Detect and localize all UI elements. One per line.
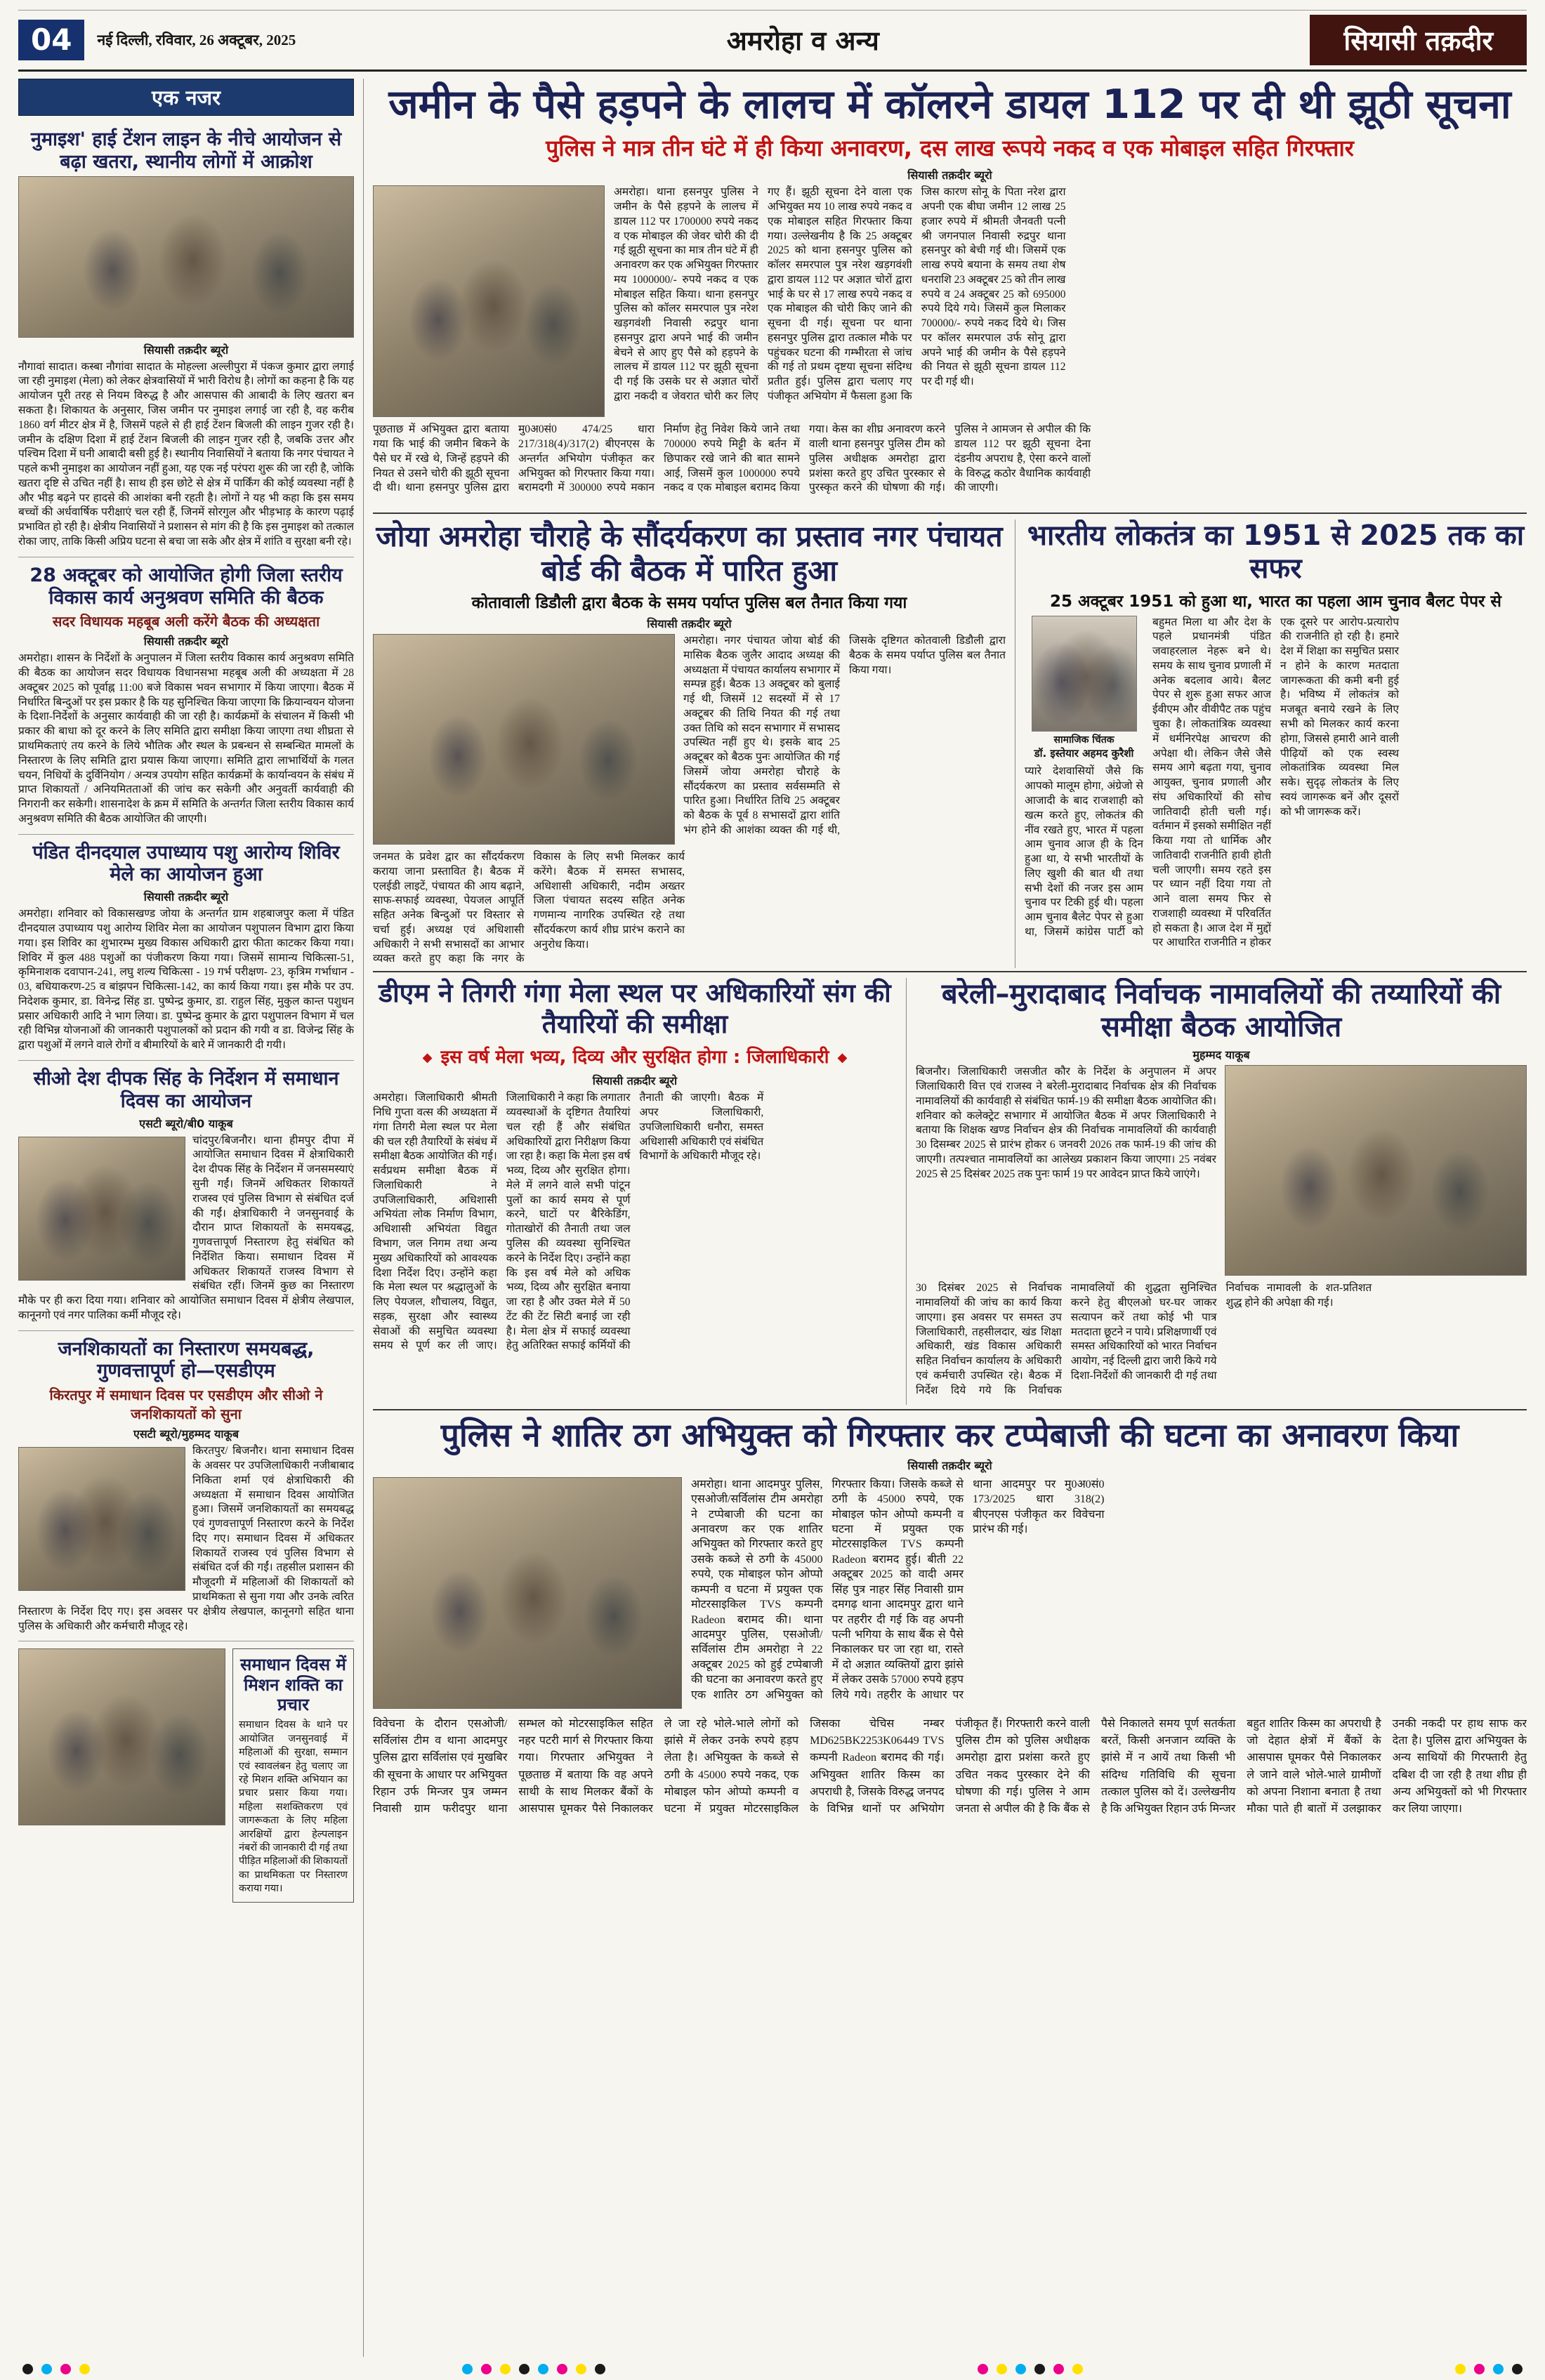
registration-dot-yellow <box>576 2364 586 2374</box>
paper-name: सियासी तक़दीर <box>1310 15 1527 65</box>
masthead <box>18 10 1527 72</box>
registration-dot-black <box>595 2364 605 2374</box>
registration-dot-magenta <box>60 2364 71 2374</box>
portrait-caption-role: सामाजिक चिंतक <box>1053 734 1115 746</box>
article-numaish-body: नौगावां सादात। कस्बा नौगांवा सादात के मोहल्ला अल्लीपुरा में पंकज कुमार द्वारा लगाई जा रही नुमाइश (मेला) को लेकर क्षेत्रवासियों में भारी विरोध है। लोगों का कहना है कि यह आयोजन पूरी तरह से नियम विरुद्ध है और आसपास की आबादी के लिए खतरा बन सकता है। शिकायत के अनुसार, जिस जमीन पर नुमाइश लगाई जा रही है, वह करीब 1860 वर्ग मीटर क्षेत्र में है, जिसमें पहले से ही हाई टेंशन बिजली की लाइन गुजर रही है। जमीन के दक्षिण दिशा में हाई टेंशन बिजली की लाइन गुजर रही है, जबकि उत्तर और पश्चिम दिशा में घनी आबादी बसी हुई है। स्थानीय निवासियों ने बताया कि नगर पंचायत ने पहले कभी नुमाइश का आयोजन नहीं हुआ, यह एक नई परंपरा शुरू की जा रही है, जोकि खतरा दृष्टि से उचित नहीं है। साथ ही इस छोटे से क्षेत्र में पार्किंग की कोई व्यवस्था नहीं है और भीड़ बढ़ने पर हादसे की आशंका बनी रहती है। लोगों ने यह भी कहा कि इस समय बच्चों की अर्धवार्षिक परीक्षाएं चल रही हैं, जिनमें सोरगुल और भीड़भाड़ के कारण पढ़ाई प्रभावित हो रही है। क्षेत्रीय निवासियों ने प्रशासन से मांग की है कि इस नुमाइश को तत्काल रोका जाए, ताकि किसी अप्रिय घटना से बचा जा सके और क्षेत्र में शांति व सुरक्षा बनी रहे। <box>18 360 354 548</box>
page-number: 04 <box>18 20 84 60</box>
lead-story-top <box>373 185 1527 417</box>
article-pashu-body: अमरोहा। शनिवार को विकासखण्ड जोया के अन्तर्गत ग्राम शहबाजपुर कला में पंडित दीनदयाल उपाध्याय पशु आरोग्य शिविर मेला का आयोजन पशुपालन विभाग द्वारा किया गया। इस शिविर का शुभारम्भ मुख्य विकास अधिकारी द्वारा फीता काटकर किया गया। शिविर में कुल 488 पशुओं का पंजीकरण किया गया। जिसमें सामान्य चिकित्सा-51, कृमिनाशक दवापान-241, लघु शल्य चिकित्सा - 19 गर्भ परीक्षण- 23, कृत्रिम गर्भाधान - 03, बधियाकरण-25 व बांझपन चिकित्सा-142, का कार्य किया गया। इस मौके पर उप. निदेशक कुमार, डा. विनेन्द्र सिंह डा. पुष्पेन्द्र कुमार, डा. राहुल सिंह, मुकुल कान्त पशुधन प्रसार अधिकारी आदि ने भाग लिया। डा. पुष्पेन्द्र कुमार के द्वारा पशुपालन विभाग में चल रही विभिन्न योजनाओं की जानकारी पशुपालकों को प्रदान की गयी व डा. विजेन्द्र सिंह के द्वारा पशुओं में लगने वाले रोगों व बीमारियों के बारे में जानकारी दी गयी। <box>18 908 354 1052</box>
middle-row-b <box>373 971 1527 1405</box>
article-mission-body: समाधान दिवस के थाने पर आयोजित जनसुनवाई में महिलाओं की सुरक्षा, सम्मान एवं स्वावलंबन हेतु चलाए जा रहे मिशन शक्ति अभियान का प्रचार प्रसार किया गया। महिला सशक्तिकरण एवं जागरूकता के लिए महिला आरक्षियों द्वारा हेल्पलाइन नंबरों की जानकारी दी गई तथा पीड़ित महिलाओं की शिकायतों का प्राथमिकता पर निस्तारण कराया गया। <box>239 1719 348 1895</box>
registration-marks <box>18 2357 1527 2374</box>
registration-dot-yellow <box>1072 2364 1083 2374</box>
article-samadhan-headline: सीओ देश दीपक सिंह के निर्देशन में समाधान दिवस का आयोजन <box>33 1067 339 1112</box>
story-joya-byline: सियासी तक़दीर ब्यूरो <box>647 617 732 630</box>
story-tigri-body: अमरोहा। जिलाधिकारी श्रीमती निधि गुप्ता वत्स की अध्यक्षता में गंगा तिगरी मेला स्थल पर मेला की चल रही तैयारियों के संबंध में समीक्षा बैठक आयोजित की गई। सर्वप्रथम समीक्षा बैठक में जिलाधिकारी ने उपजिलाधिकारी, अधिशासी अभियंता लोक निर्माण विभाग, अधिशासी अभियंता विद्युत विभाग, जल निगम तथा अन्य मुख्य अधिकारियों को आवश्यक दिशा निर्देश दिए। उन्होंने कहा कि मेला स्थल पर श्रद्धालुओं के लिए पेयजल, शौचालय, विद्युत, सड़क, सुरक्षा और स्वास्थ्य सेवाओं की समुचित व्यवस्था समय से पूर्ण कर ली जाए। जिलाधिकारी ने कहा कि लगातार व्यवस्थाओं के दृष्टिगत तैयारियां चल रही हैं और संबंधित अधिकारियों द्वारा निरीक्षण किया जा रहा है। कहा कि मेला इस वर्ष भव्य, दिव्य और सुरक्षित होगा। मेले में लगने वाले सभी पांटून पुलों का कार्य समय से पूर्ण करने, घाटों पर बैरिकेडिंग, गोताखोरों की तैनाती तथा जल पुलिस की व्यवस्था सुनिश्चित करने के निर्देश दिए। उन्होंने कहा कि इस वर्ष मेले को अधिक भव्य, दिव्य और सुरक्षित बनाया जा रहा है और उक्त मेले में 50 टेंट की टेंट सिटी बनाई जा रही है। मेला क्षेत्र में सफाई व्यवस्था हेतु अतिरिक्त सफाई कर्मियों की तैनाती की जाएगी। बैठक में अपर जिलाधिकारी, उपजिलाधिकारी धनौरा, समस्त अधिशासी अधिकारी एवं संबंधित विभागों के अधिकारी मौजूद रहे। <box>373 1092 764 1352</box>
main-area <box>373 79 1527 2357</box>
section-label-ek-nazar: एक नजर <box>18 79 354 116</box>
story-tigri-byline: सियासी तक़दीर ब्यूरो <box>592 1074 678 1088</box>
photo-kiratpur-officials <box>18 1648 225 1825</box>
photo-portrait-qureshi <box>1032 616 1137 732</box>
article-jan-headline: जनशिकायतों का निस्तारण समयबद्ध, गुणवत्तापूर्ण हो—एसडीएम <box>58 1337 315 1382</box>
story-tigri-headline: डीएम ने तिगरी गंगा मेला स्थल पर अधिकारियों संग की तैयारियों की समीक्षा <box>379 978 891 1039</box>
story-bareilly-review <box>916 978 1527 1405</box>
story-loktantra-headline: भारतीय लोकतंत्र का 1951 से 2025 तक का सफर <box>1027 520 1525 586</box>
article-vikas-subhead: सदर विधायक महबूब अली करेंगे बैठक की अध्यक्षता <box>52 613 320 630</box>
story-joya-headline: जोया अमरोहा चौराहे के सौंदर्यकरण का प्रस्ताव नगर पंचायत बोर्ड की बैठक में पारित हुआ <box>376 520 1003 588</box>
article-numaish-headline: नुमाइश' हाई टेंशन लाइन के नीचे आयोजन से बढ़ा खतरा, स्थानीय लोगों में आक्रोश <box>30 128 342 173</box>
story-loktantra <box>1025 520 1527 968</box>
article-pashu-shivir <box>18 835 354 1061</box>
registration-dot-magenta <box>481 2364 492 2374</box>
lead-story <box>373 79 1527 510</box>
article-vikas-byline: सियासी तक़दीर ब्यूरो <box>143 635 229 649</box>
article-pashu-headline: पंडित दीनदयाल उपाध्याय पशु आरोग्य शिविर मेले का आयोजन हुआ <box>32 841 340 886</box>
registration-dot-yellow <box>500 2364 511 2374</box>
registration-mark-group <box>462 2364 605 2374</box>
lead-story-byline: सियासी तक़दीर ब्यूरो <box>907 168 992 183</box>
story-bareilly-body-2: 30 दिसंबर 2025 से निर्वाचक नामावलियों की जांच का कार्य किया जाएगा। इस अवसर पर समस्त उप जिलाधिकारी, तहसीलदार, खंड शिक्षा अधिकारी, खंड विकास अधिकारी सहित निर्वाचन कार्यालय के अधिकारी एवं कर्मचारी उपस्थित रहे। बैठक में निर्देश दिये गये कि निर्वाचक नामावलियों की शुद्धता सुनिश्चित करने हेतु बीएलओ घर-घर जाकर सत्यापन करें तथा कोई भी पात्र मतदाता छूटने न पाये। प्रशिक्षणार्थी एवं समस्त अधिकारियों को भारत निर्वाचन आयोग, नई दिल्ली द्वारा जारी किये गये दिशा-निर्देशों की जानकारी दी गई तथा निर्वाचक नामावली के शत-प्रतिशत शुद्ध होने की अपेक्षा की गई। <box>916 1282 1372 1396</box>
article-vikas-body: अमरोहा। शासन के निर्देशों के अनुपालन में जिला स्तरीय विकास कार्य अनुश्रवण समिति की बैठक का आयोजन सदर विधायक विधानसभा महबूब अली की अध्यक्षता में 28 अक्टूबर 2025 को पूर्वाह्न 11:00 बजे विकास भवन सभागार में किया जाएगा। बैठक में निर्धारित बिन्दुओं पर इस प्रकार है कि यह सुनिश्चित किया जाएगा कि क्रियान्वयन योजना के दिशा-निर्देशों के अनुसार कार्यवाही की जा रही है। कार्यक्रमों के संचालन में किसी भी प्रकार की बाधा को दूर करने के लिए समिति द्वारा समीक्षा किया जाएगा तथा शीघ्रता से प्राथमिकताएं तय करने के लिये भौतिक और स्थल के प्रबन्धन से सम्बन्धित मामलों के निस्तारण के लिए समिति द्वारा प्रयास किया जाएगा। समिति द्वारा लाभार्थियों के गलत चयन, निधियों के दुर्विनियोग / अन्यत्र उपयोग सहित कार्यक्रमों के कार्यान्वयन के संबंध में प्राप्त शिकायतों / अनियमितताओं की जांच कर सकेगी और अनुवर्ती कार्यवाही की निगरानी कर सकेगी। शासनादेश के क्रम में समिति के अन्तर्गत जिला स्तरीय विकास कार्य अनुश्रवण समिति की बैठक आयोजित की जाएगी। <box>18 652 354 825</box>
photo-numaish-meeting <box>18 176 354 338</box>
registration-dot-black <box>1034 2364 1045 2374</box>
registration-dot-yellow <box>997 2364 1007 2374</box>
story-loktantra-subhead: 25 अक्टूबर 1951 को हुआ था, भारत का पहला आम चुनाव बैलट पेपर से <box>1050 592 1501 611</box>
registration-dot-magenta <box>557 2364 567 2374</box>
portrait-figure <box>1025 616 1143 761</box>
lead-story-subhead: पुलिस ने मात्र तीन घंटे में ही किया अनावरण, दस लाख रूपये नकद व एक मोबाइल सहित गिरफ्तार <box>546 135 1354 162</box>
registration-dot-yellow <box>79 2364 90 2374</box>
story-joya-board <box>373 520 1015 968</box>
story-joya-body-2: जनमत के प्रवेश द्वार का सौंदर्यकरण कराया जाना प्रस्तावित है। बैठक में एलईडी लाइटें, पंचायत की आय बढ़ाने, साफ-सफाई व्यवस्था, पेयजल आपूर्ति सहित अनेक बिन्दुओं पर विस्तार से चर्चा हुई। अध्यक्ष एवं अधिशासी अधिकारी ने सभी सभासदों का आभार व्यक्त करते हुए कहा कि नगर के विकास के लिए सभी मिलकर कार्य करेंगे। बैठक में समस्त सभासद, अधिशासी अधिकारी, नदीम अख्तर जिला पंचायत सदस्य सहित अनेक गणमान्य नागरिक उपस्थित रहे तथा सौंदर्यकरण कार्य शीघ्र प्रारंभ कराने का अनुरोध किया। <box>373 851 685 965</box>
section-title: अमरोहा व अन्य <box>726 25 879 56</box>
registration-dot-black <box>1512 2364 1523 2374</box>
article-jan-subhead: किरतपुर में समाधान दिवस पर एसडीएम और सीओ ने जनशिकायतों को सुना <box>49 1387 323 1423</box>
article-samadhan-byline: एसटी ब्यूरो/बी0 याकूब <box>139 1116 233 1130</box>
middle-row-a <box>373 513 1527 968</box>
registration-mark-group <box>978 2364 1083 2374</box>
registration-dot-cyan <box>538 2364 548 2374</box>
story-thug-headline: पुलिस ने शातिर ठग अभियुक्त को गिरफ्तार कर टप्पेबाजी की घटना का अनावरण किया <box>440 1416 1459 1455</box>
registration-dot-black <box>22 2364 33 2374</box>
article-jan-byline: एसटी ब्यूरो/मुहम्मद याकूब <box>133 1427 239 1441</box>
story-thug-top <box>373 1477 1527 1709</box>
registration-dot-yellow <box>1455 2364 1466 2374</box>
story-loktantra-body: प्यारे देशवासियों जैसे कि आपको मालूम होगा, अंग्रेजो से आजादी के बाद राजशाही को खत्म करते हुए, लोकतंत्र की नींव रखते हुए, भारत में पहला आम चुनाव आज ही के दिन हुआ था, ये सभी भारतीयों के लिए खुशी की बात थी तथा सभी देशों की नजर इस आम चुनाव पर टिकी हुई थी। पहला आम चुनाव बैलेट पेपर से हुआ था, जिसमें कांग्रेस पार्टी को बहुमत मिला था और देश के पहले प्रधानमंत्री पंडित जवाहरलाल नेहरू बने थे। समय के साथ चुनाव प्रणाली में अनेक बदलाव आये। बैलट पेपर से शुरू हुआ सफर आज ईवीएम और वीवीपैट तक पहुंच चुका है। लोकतांत्रिक व्यवस्था में धर्मनिरपेक्ष आचरण की अपेक्षा थी। लेकिन जैसे जैसे समय आगे बढ़ता गया, चुनाव आयुक्त, चुनाव प्रणाली और संघ अधिकारियों की सोच जातिवादी होती चली गई। वर्तमान में इसको समीक्षित नहीं किया गया तो धार्मिक और जातिवादी राजनीति हावी होती चली जाएगी। समय रहते इस पर ध्यान नहीं दिया गया तो आने वाला समय फिर से राजशाही व्यवस्था में परिवर्तित हो सकता है। आज देश में मुद्दों पर आधारित राजनीति न होकर एक दूसरे पर आरोप-प्रत्यारोप की राजनीति हो रही है। हमारे देश में शिक्षा का समुचित प्रसार न होने के कारण मतदाता जागरूकता की कमी बनी हुई है। भविष्य में लोकतंत्र को मजबूत बनाये रखने के लिए सभी को मिलकर कार्य करना होगा, जिससे हमारी आने वाली पीढ़ियों को एक स्वस्थ लोकतांत्रिक व्यवस्था मिल सके। सुदृढ़ लोकतंत्र के लिए स्वयं जागरूक बनें और दूसरों को भी जागरूक करें। <box>1025 616 1399 949</box>
article-jan-body: किरतपुर/ बिजनौर। थाना समाधान दिवस के अवसर पर उपजिलाधिकारी नजीबाबाद निकिता शर्मा एवं क्षेत्राधिकारी की अध्यक्षता में समाधान दिवस आयोजित हुआ। जिसमें जनशिकायतों का समयबद्ध एवं गुणवत्तापूर्ण निस्तारण करने के निर्देश दिए गए। समाधान दिवस में अधिकतर शिकायतें राजस्व एवं पुलिस विभाग से संबंधित दर्ज की गईं। तहसील प्रशासन की मौजूदगी में महिलाओं की शिकायतों को प्राथमिकता से सुना गया और उनके त्वरित निस्तारण के निर्देश दिए गए। इस अवसर पर क्षेत्रीय लेखपाल, कानूनगो सहित थाना पुलिस के अधिकारी और कर्मचारी मौजूद रहे। <box>18 1445 354 1632</box>
story-thug-body-2: विवेचना के दौरान एसओजी/सर्विलांस टीम व थाना आदमपुर पुलिस द्वारा सर्विलांस एवं मुखबिर की सूचना के आधार पर अभियुक्त रिहान उर्फ मिन्जर पुत्र जम्मन निवासी ग्राम फरीदपुर थाना सम्भल को मोटरसाइकिल सहित नहर पटरी मार्ग से गिरफ्तार किया गया। गिरफ्तार अभियुक्त ने पूछताछ में बताया कि वह अपने साथी के साथ मिलकर बैंकों के आसपास घूमकर पैसे निकालकर ले जा रहे भोले-भाले लोगों को झांसे में लेकर उनके रुपये हड़प लेता है। अभियुक्त के कब्जे से ठगी के 45000 रुपये नकद, एक मोबाइल फोन ओप्पो कम्पनी व घटना में प्रयुक्त मोटरसाइकिल जिसका चेचिस नम्बर MD625BK2253K06449 TVS कम्पनी Radeon बरामद की गई। अभियुक्त शातिर किस्म का अपराधी है, जिसके विरुद्ध जनपद के विभिन्न थानों पर अभियोग पंजीकृत हैं। गिरफ्तारी करने वाली पुलिस टीम को पुलिस अधीक्षक अमरोहा द्वारा प्रशंसा करते हुए उचित नकद पुरस्कार देने की घोषणा की गई। पुलिस ने आम जनता से अपील की है कि बैंक से पैसे निकालते समय पूर्ण सतर्कता बरतें, किसी अनजान व्यक्ति के झांसे में न आयें तथा किसी भी संदिग्ध गतिविधि की सूचना तत्काल पुलिस को दें। उल्लेखनीय है कि अभियुक्त रिहान उर्फ मिन्जर बहुत शातिर किस्म का अपराधी है जो देहात क्षेत्रों में बैंकों के आसपास घूमकर पैसे निकालकर ले जाने वाले भोले-भाले ग्रामीणों को अपना निशाना बनाता है तथा मौका पाते ही बातों में उलझाकर उनकी नकदी पर हाथ साफ कर देता है। पुलिस द्वारा अभियुक्त के अन्य साथियों की गिरफ्तारी हेतु दबिश दी जा रही है तथा शीघ्र ही अन्य अभियुक्तों को भी गिरफ्तार कर लिया जाएगा। <box>373 1717 1527 1816</box>
article-samadhan-body: चांदपुर/बिजनौर। थाना हीमपुर दीपा में आयोजित समाधान दिवस में क्षेत्राधिकारी देश दीपक सिंह के निर्देशन में जनसमस्याएं सुनी गईं। जिनमें अधिकतर शिकायतें राजस्व एवं पुलिस विभाग से संबंधित दर्ज की गईं। क्षेत्राधिकारी ने जनसुनवाई के दौरान प्राप्त शिकायतों के समयबद्ध, गुणवत्तापूर्ण निस्तारण हेतु संबंधित को निर्देशित किया। समाधान दिवस में अधिकतर शिकायतें राजस्व विभाग से संबंधित रहीं। जिनमें कुछ का निस्तारण मौके पर ही करा दिया गया। शनिवार को आयोजित समाधान दिवस में क्षेत्रीय लेखपाल, कानूनगो एवं नगर पालिका कर्मी मौजूद रहे। <box>18 1134 354 1321</box>
registration-dot-cyan <box>41 2364 52 2374</box>
page-body <box>18 79 1527 2357</box>
photo-kiratpur-samadhan <box>18 1447 185 1591</box>
story-thug-arrest <box>373 1409 1527 2357</box>
registration-mark-group <box>1455 2364 1523 2374</box>
photo-police-accused <box>373 1477 682 1709</box>
left-bottom-row <box>18 1641 354 1902</box>
story-bareilly-headline: बरेली–मुरादाबाद निर्वाचक नामावलियों की तय्यारियों की समीक्षा बैठक आयोजित <box>941 978 1501 1044</box>
lead-story-body-1: अमरोहा। थाना हसनपुर पुलिस ने जमीन के पैसे हड़पने के लालच में डायल 112 पर 1700000 रुपये नकद व एक मोबाइल की जेवर चोरी की दी गई झूठी सूचना का मात्र तीन घंटे में ही अनावरण कर एक अभियुक्त गिरफ्तार मय 1000000/- रुपये नकद व एक मोबाइल सहित किया। थाना हसनपुर पुलिस को कॉलर समरपाल पुत्र नरेश खड़गवंशी निवासी रुद्रपुर थाना हसनपुर द्वारा अपने भाई की जमीन बेचने से आए हुए पैसे को हड़पने के लालच में डायल 112 पर झूठी सूचना दी गई कि उसके घर से अज्ञात चोरों द्वारा नकदी व जेवरात चोरी कर लिए गए हैं। झूठी सूचना देने वाला एक अभियुक्त मय 10 लाख रुपये नकद व एक मोबाइल सहित गिरफ्तार किया गया। उल्लेखनीय है कि 25 अक्टूबर 2025 को थाना हसनपुर पुलिस को कॉलर समरपाल पुत्र नरेश खड़गवंशी द्वारा डायल 112 पर अज्ञात चोरों द्वारा भाई के घर से 17 लाख रुपये नकद व एक मोबाइल की चोरी किए जाने की सूचना दी गई। सूचना पर थाना हसनपुर पुलिस द्वारा तत्काल मौके पर पहुंचकर घटना की गम्भीरता से जांच की गई तो प्रथम दृष्टया सूचना संदिग्ध प्रतीत हुई। पुलिस द्वारा चलाए गए पंजीकृत अभियोग में फैसला हुआ कि जिस कारण सोनू के पिता नरेश द्वारा अपनी एक बीघा जमीन 12 लाख 25 हजार रुपये में श्रीमती जैनवती पत्नी श्री जगनपाल निवासी रुद्रपुर थाना हसनपुर को बेची गई थी। जिसमें एक लाख रुपये बयाना के समय तथा शेष धनराशि 23 अक्टूबर 25 को तीन लाख रुपये व 24 अक्टूबर 25 को 695000 रुपये दिये गये। जिसमें कुल मिलाकर 700000/- रुपये नकद दिये थे। जिस पर कॉलर समरपाल उर्फ सोनू द्वारा अपने भाई की जमीन के पैसे हड़पने की नियत से झूठी सूचना डायल 112 पर दी गई थी। <box>614 186 1066 402</box>
article-vikas-headline: 28 अक्टूबर को आयोजित होगी जिला स्तरीय विकास कार्य अनुश्रवण समिति की बैठक <box>29 564 343 609</box>
registration-dot-magenta <box>978 2364 988 2374</box>
photo-panchayat-meeting <box>373 634 675 845</box>
photo-samadhan-diwas <box>18 1137 185 1281</box>
article-mission-shakti <box>232 1648 354 1902</box>
story-joya-subhead: कोतावाली डिडौली द्वारा बैठक के समय पर्याप्त पुलिस बल तैनात किया गया <box>471 594 907 612</box>
story-loktantra-body-wrap <box>1025 616 1527 951</box>
story-thug-body-1: अमरोहा। थाना आदमपुर पुलिस, एसओजी/सर्विलांस टीम अमरोहा ने टप्पेबाजी की घटना का अनावरण कर एक शातिर अभियुक्त को गिरफ्तार करते हुए उसके कब्जे से ठगी के 45000 रुपये, एक मोबाइल फोन ओप्पो कम्पनी व घटना में प्रयुक्त एक मोटरसाइकिल TVS कम्पनी Radeon बरामद की। थाना आदमपुर पुलिस, एसओजी/सर्विलांस टीम अमरोहा ने 22 अक्टूबर 2025 को हुई टप्पेबाजी की घटना का अनावरण करते हुए एक शातिर ठग अभियुक्त को गिरफ्तार किया। जिसके कब्जे से ठगी के 45000 रुपये, एक मोबाइल फोन ओप्पो कम्पनी व घटना में प्रयुक्त एक मोटरसाइकिल TVS कम्पनी Radeon बरामद हुई। बीती 22 अक्टूबर 2025 को वादी अमर सिंह पुत्र नाहर सिंह निवासी ग्राम दमगढ़ थाना आदमपुर द्वारा थाने पर तहरीर दी गई कि वह अपनी पत्नी भगिया के साथ बैंक से पैसे निकालकर घर जा रहा था, रास्ते में दो अज्ञात व्यक्तियों द्वारा झांसे में लेकर उसके 57000 रुपये हड़प लिये गये। तहरीर के आधार पर थाना आदमपुर पर मु0अ0सं0 173/2025 धारा 318(2) बीएनएस पंजीकृत कर विवेचना प्रारंभ की गई। <box>691 1478 1105 1701</box>
portrait-caption-name: डॉ. इस्तेयार अहमद कुरैशी <box>1034 747 1134 760</box>
article-vikas-baithak <box>18 557 354 835</box>
article-pashu-byline: सियासी तक़दीर ब्यूरो <box>143 890 229 904</box>
photo-police-recovery <box>373 185 605 417</box>
left-column <box>18 79 364 2357</box>
lead-story-headline: जमीन के पैसे हड़पने के लालच में कॉलरने डायल 112 पर दी थी झूठी सूचना <box>388 81 1511 128</box>
lead-story-body-2: पूछताछ में अभियुक्त द्वारा बताया गया कि भाई की जमीन बिकने के पैसे घर में रखे थे, जिन्हें हड़पने की नियत से उसने चोरी की झूठी सूचना दी थी। थाना हसनपुर पुलिस द्वारा मु0अ0सं0 474/25 धारा 217/318(4)/317(2) बीएनएस के अन्तर्गत अभियोग पंजीकृत कर अभियुक्त को गिरफ्तार किया गया। बरामदगी में 300000 रुपये मकान निर्माण हेतु निवेश किये जाने तथा 700000 रुपये मिट्टी के बर्तन में छिपाकर रखे जाने की बात सामने आई, जिसमें कुल 1000000 रुपये नकद व एक मोबाइल बरामद किया गया। केस का शीघ्र अनावरण करने वाली थाना हसनपुर पुलिस टीम को पुलिस अधीक्षक अमरोहा द्वारा प्रशंसा करते हुए उचित पुरस्कार से पुरस्कृत करने की घोषणा की गई। पुलिस ने आमजन से अपील की कि डायल 112 पर झूठी सूचना देना दंडनीय अपराध है, ऐसा करने वालों के विरुद्ध कठोर वैधानिक कार्यवाही की जाएगी। <box>373 423 1091 494</box>
article-numaish-byline: सियासी तक़दीर ब्यूरो <box>143 343 229 357</box>
registration-dot-cyan <box>1015 2364 1026 2374</box>
story-tigri-mela <box>373 978 907 1405</box>
dateline: नई दिल्ली, रविवार, 26 अक्टूबर, 2025 <box>97 32 296 48</box>
story-joya-body-1: अमरोहा। नगर पंचायत जोया बोर्ड की मासिक बैठक जुलैर आदाद अध्यक्ष की अध्यक्षता में पंचायत कार्यालय सभागार में सम्पन्न हुई। बैठक 13 अक्टूबर को बुलाई गई थी, जिसमें 12 सदस्यों में से 17 अक्टूबर की तिथि नियत की गई तथा उक्त तिथि को सदन सभागार में सभासद उपस्थित नहीं हुए थे। इसके बाद 25 अक्टूबर को बैठक पुनः आयोजित की गई जिसमें जोया अमरोहा चौराहे के सौंदर्यकरण का प्रस्ताव सर्वसम्मति से पारित हुआ। निर्धारित तिथि 25 अक्टूबर को बैठक के पूर्व 8 सभासदों द्वारा शांति भंग होने की आशंका व्यक्त की गई थी, जिसके दृष्टिगत कोतवाली डिडौली द्वारा बैठक के समय पर्याप्त पुलिस बल तैनात किया गया। <box>683 635 1006 836</box>
story-bareilly-byline: मुहम्मद याकूब <box>1192 1048 1250 1062</box>
registration-dot-cyan <box>462 2364 473 2374</box>
article-jan-shikayat <box>18 1331 354 1642</box>
story-thug-byline: सियासी तक़दीर ब्यूरो <box>907 1458 992 1472</box>
article-numaish <box>18 121 354 557</box>
photo-collectorate-meeting <box>1225 1065 1527 1276</box>
story-bareilly-body-1: बिजनौर। जिलाधिकारी जसजीत कौर के निर्देश के अनुपालन में अपर जिलाधिकारी वित्त एवं राजस्व ने बरेली-मुरादाबाद निर्वाचक क्षेत्र की निर्वाचक नामावलियों की कार्यवाही से संबंधित फार्म-19 की समीक्षा बैठक आयोजित की। शनिवार को कलेक्ट्रेट सभागार में आयोजित बैठक में अपर जिलाधिकारी ने बताया कि शिक्षक खण्ड निर्वाचन क्षेत्र की निर्वाचक नामावलियों की कार्यवाही 30 दिसम्बर 2025 से प्रारंभ होकर 6 जनवरी 2026 तक फार्म-19 की जांच की जाएगी। तत्पश्चात नामावलियों का आलेख्य प्रकाशन किया जाएगा। 25 नवंबर 2025 से 25 दिसंबर 2025 तक पुनः फार्म 19 पर आवेदन प्राप्त किये जाएंगे। <box>916 1066 1216 1180</box>
story-bareilly-top <box>916 1065 1527 1276</box>
registration-dot-black <box>519 2364 530 2374</box>
story-joya-top <box>373 634 1006 845</box>
registration-dot-magenta <box>1053 2364 1064 2374</box>
registration-dot-cyan <box>1493 2364 1504 2374</box>
article-mission-headline: समाधान दिवस में मिशन शक्ति का प्रचार <box>240 1655 346 1714</box>
story-tigri-subhead: ◆ इस वर्ष मेला भव्य, दिव्य और सुरक्षित होगा : जिलाधिकारी ◆ <box>373 1043 897 1069</box>
article-samadhan-diwas <box>18 1061 354 1331</box>
registration-mark-group <box>22 2364 90 2374</box>
registration-dot-magenta <box>1474 2364 1485 2374</box>
